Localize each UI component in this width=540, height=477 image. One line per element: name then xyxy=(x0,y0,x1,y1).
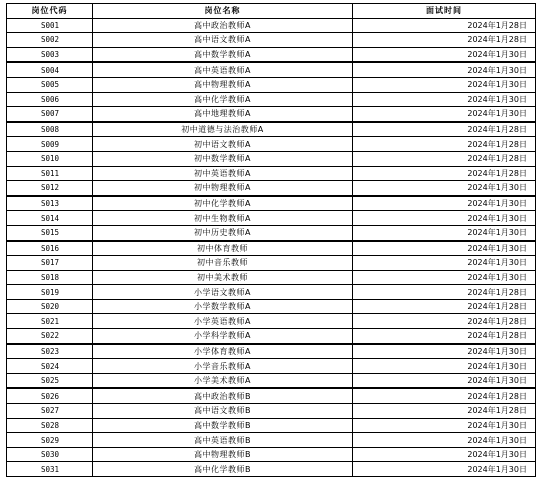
table-row xyxy=(7,256,536,271)
table-row xyxy=(7,299,536,314)
post-name-cell: 初中历史教师A xyxy=(93,225,353,240)
interview-date-cell: 2024年1月28日 xyxy=(353,151,536,166)
post-code-cell: S013 xyxy=(7,196,93,211)
post-name-cell: 高中物理教师B xyxy=(93,447,353,462)
table-row xyxy=(7,447,536,462)
post-name-cell: 小学体育教师A xyxy=(93,344,353,359)
post-code-cell: S007 xyxy=(7,107,93,122)
post-name-cell: 高中化学教师A xyxy=(93,92,353,107)
interview-date-cell: 2024年1月28日 xyxy=(353,137,536,152)
interview-date-cell: 2024年1月28日 xyxy=(353,285,536,300)
post-name-cell: 初中物理教师A xyxy=(93,181,353,196)
interview-date-cell: 2024年1月30日 xyxy=(353,447,536,462)
post-code-cell: S030 xyxy=(7,447,93,462)
post-code-cell: S004 xyxy=(7,62,93,77)
table-body xyxy=(7,18,536,476)
table-row xyxy=(7,151,536,166)
interview-date-cell: 2024年1月30日 xyxy=(353,225,536,240)
post-code-cell: S029 xyxy=(7,433,93,448)
interview-date-cell: 2024年1月30日 xyxy=(353,181,536,196)
table-row xyxy=(7,373,536,388)
interview-date-cell: 2024年1月30日 xyxy=(353,47,536,62)
interview-date-cell: 2024年1月28日 xyxy=(353,404,536,419)
post-code-cell: S028 xyxy=(7,418,93,433)
post-code-cell: S027 xyxy=(7,404,93,419)
post-code-cell: S011 xyxy=(7,166,93,181)
table-row xyxy=(7,92,536,107)
interview-date-cell: 2024年1月30日 xyxy=(353,462,536,477)
table-row xyxy=(7,241,536,256)
post-name-cell: 高中数学教师A xyxy=(93,47,353,62)
post-name-cell: 初中语文教师A xyxy=(93,137,353,152)
interview-date-cell: 2024年1月30日 xyxy=(353,92,536,107)
interview-date-cell: 2024年1月28日 xyxy=(353,18,536,33)
post-code-cell: S014 xyxy=(7,211,93,226)
interview-date-cell: 2024年1月30日 xyxy=(353,433,536,448)
post-name-cell: 初中美术教师 xyxy=(93,270,353,285)
interview-date-cell: 2024年1月28日 xyxy=(353,33,536,48)
post-code-cell: S022 xyxy=(7,329,93,344)
post-code-cell: S002 xyxy=(7,33,93,48)
interview-date-cell: 2024年1月28日 xyxy=(353,122,536,137)
post-code-cell: S023 xyxy=(7,344,93,359)
post-name-cell: 小学数学教师A xyxy=(93,299,353,314)
interview-date-cell: 2024年1月28日 xyxy=(353,388,536,403)
table-row xyxy=(7,47,536,62)
table-row xyxy=(7,462,536,477)
header-row xyxy=(7,4,536,19)
interview-date-cell: 2024年1月30日 xyxy=(353,211,536,226)
interview-date-cell: 2024年1月30日 xyxy=(353,241,536,256)
post-code-cell: S008 xyxy=(7,122,93,137)
post-name-cell: 初中生物教师A xyxy=(93,211,353,226)
table-row xyxy=(7,418,536,433)
post-name-cell: 初中音乐教师 xyxy=(93,256,353,271)
post-code-cell: S020 xyxy=(7,299,93,314)
post-code-cell: S017 xyxy=(7,256,93,271)
post-code-cell: S031 xyxy=(7,462,93,477)
interview-date-cell: 2024年1月28日 xyxy=(353,329,536,344)
post-code-cell: S009 xyxy=(7,137,93,152)
post-code-cell: S021 xyxy=(7,314,93,329)
post-name-cell: 初中道德与法治教师A xyxy=(93,122,353,137)
header-post-name: 岗位名称 xyxy=(93,4,353,19)
table-row xyxy=(7,225,536,240)
interview-date-cell: 2024年1月30日 xyxy=(353,373,536,388)
post-name-cell: 高中政治教师A xyxy=(93,18,353,33)
post-code-cell: S018 xyxy=(7,270,93,285)
post-name-cell: 初中英语教师A xyxy=(93,166,353,181)
interview-date-cell: 2024年1月28日 xyxy=(353,299,536,314)
table-row xyxy=(7,62,536,77)
interview-date-cell: 2024年1月30日 xyxy=(353,196,536,211)
post-code-cell: S005 xyxy=(7,77,93,92)
interview-date-cell: 2024年1月30日 xyxy=(353,256,536,271)
interview-date-cell: 2024年1月30日 xyxy=(353,359,536,374)
header-interview-date: 面试时间 xyxy=(353,4,536,19)
table-row xyxy=(7,211,536,226)
table-row xyxy=(7,77,536,92)
interview-date-cell: 2024年1月30日 xyxy=(353,62,536,77)
table-row xyxy=(7,270,536,285)
post-name-cell: 小学英语教师A xyxy=(93,314,353,329)
post-code-cell: S015 xyxy=(7,225,93,240)
interview-date-cell: 2024年1月28日 xyxy=(353,166,536,181)
interview-date-cell: 2024年1月28日 xyxy=(353,314,536,329)
post-code-cell: S024 xyxy=(7,359,93,374)
post-code-cell: S026 xyxy=(7,388,93,403)
table-row xyxy=(7,122,536,137)
post-code-cell: S003 xyxy=(7,47,93,62)
table-row xyxy=(7,107,536,122)
table-row xyxy=(7,33,536,48)
table-header xyxy=(7,4,536,19)
interview-date-cell: 2024年1月30日 xyxy=(353,107,536,122)
table-row xyxy=(7,314,536,329)
table-row xyxy=(7,329,536,344)
interview-schedule-table xyxy=(6,3,536,477)
post-code-cell: S010 xyxy=(7,151,93,166)
table-row xyxy=(7,181,536,196)
table-row xyxy=(7,196,536,211)
post-name-cell: 高中英语教师B xyxy=(93,433,353,448)
interview-date-cell: 2024年1月30日 xyxy=(353,418,536,433)
post-name-cell: 小学音乐教师A xyxy=(93,359,353,374)
post-name-cell: 高中数学教师B xyxy=(93,418,353,433)
table-row xyxy=(7,137,536,152)
post-name-cell: 初中体育教师 xyxy=(93,241,353,256)
post-name-cell: 高中地理教师A xyxy=(93,107,353,122)
table-row xyxy=(7,404,536,419)
post-name-cell: 初中化学教师A xyxy=(93,196,353,211)
post-name-cell: 高中语文教师B xyxy=(93,404,353,419)
post-name-cell: 小学语文教师A xyxy=(93,285,353,300)
interview-date-cell: 2024年1月30日 xyxy=(353,270,536,285)
post-name-cell: 高中英语教师A xyxy=(93,62,353,77)
table-row xyxy=(7,359,536,374)
table-row xyxy=(7,388,536,403)
post-name-cell: 小学美术教师A xyxy=(93,373,353,388)
post-code-cell: S006 xyxy=(7,92,93,107)
post-code-cell: S016 xyxy=(7,241,93,256)
post-name-cell: 高中化学教师B xyxy=(93,462,353,477)
header-post-code: 岗位代码 xyxy=(7,4,93,19)
post-name-cell: 初中数学教师A xyxy=(93,151,353,166)
interview-date-cell: 2024年1月30日 xyxy=(353,344,536,359)
post-name-cell: 高中物理教师A xyxy=(93,77,353,92)
post-code-cell: S001 xyxy=(7,18,93,33)
interview-date-cell: 2024年1月30日 xyxy=(353,77,536,92)
post-code-cell: S019 xyxy=(7,285,93,300)
post-name-cell: 高中政治教师B xyxy=(93,388,353,403)
post-code-cell: S012 xyxy=(7,181,93,196)
table-row xyxy=(7,433,536,448)
post-code-cell: S025 xyxy=(7,373,93,388)
table-row xyxy=(7,285,536,300)
post-name-cell: 小学科学教师A xyxy=(93,329,353,344)
table-row xyxy=(7,344,536,359)
post-name-cell: 高中语文教师A xyxy=(93,33,353,48)
table-row xyxy=(7,18,536,33)
table-row xyxy=(7,166,536,181)
